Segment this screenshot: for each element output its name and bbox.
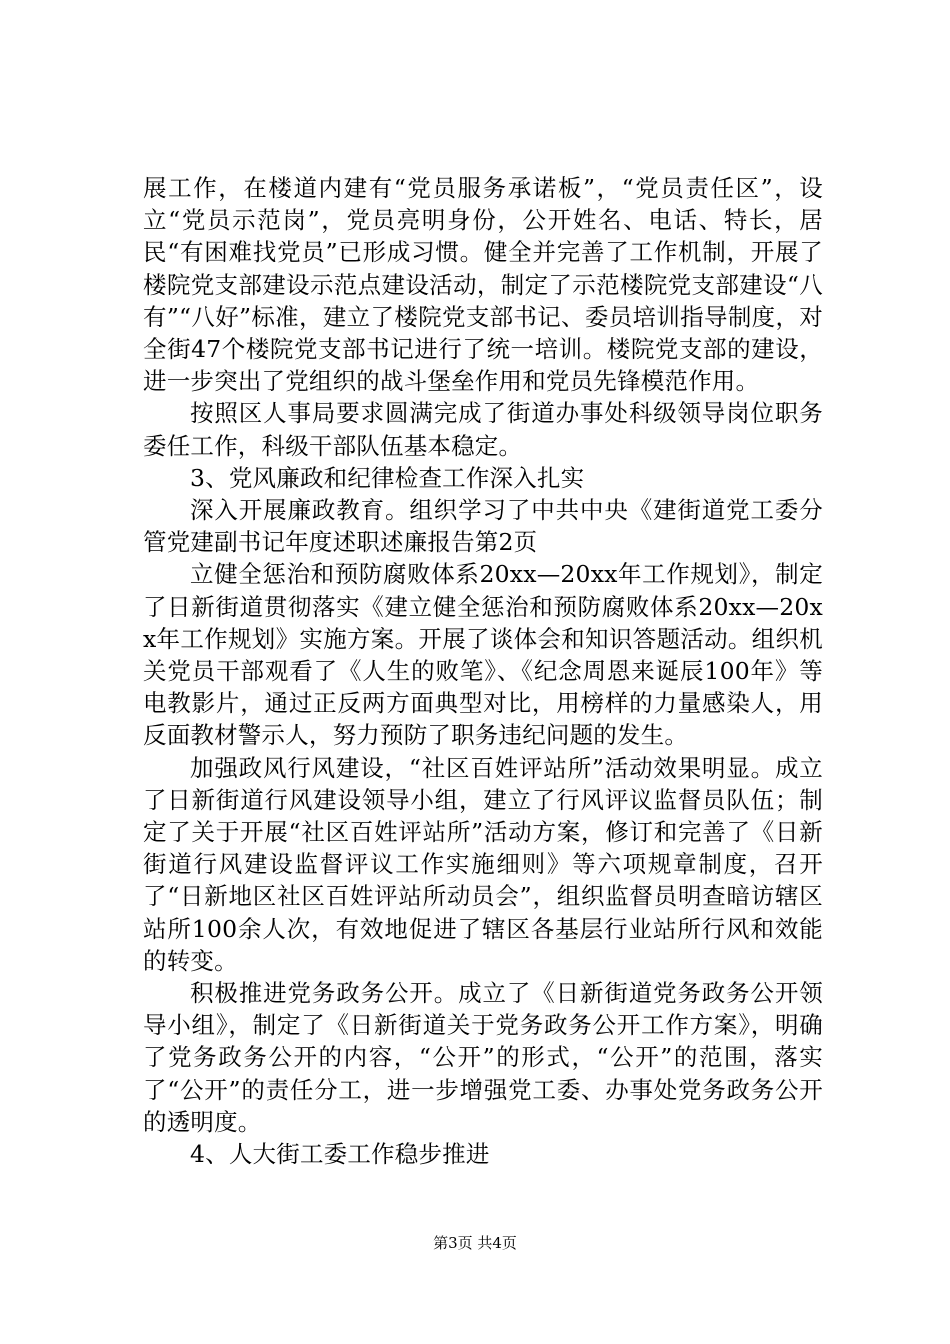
paragraph-1: 展工作，在楼道内建有“党员服务承诺板”，“党员责任区”，设立“党员示范岗”，党员亮明身份，公开姓名、电话、特长，居民“有困难找党员”已形成习惯。健全并完善了工作机制，开展了楼院党支部建设示范点建设活动，制定了示范楼院党支部建设“八有”“八好”标准，建立了楼院党支部书记、委员培训指导制度，对全街47个楼院党支部书记进行了统一培训。楼院党支部的建设，进一步突出了党组织的战斗堡垒作用和党员先锋模范作用。 [143,174,823,396]
paragraph-5: 立健全惩治和预防腐败体系20xx—20xx年工作规划》，制定了日新街道贯彻落实《建立健全惩治和预防腐败体系20xx—20xx年工作规划》实施方案。开展了谈体会和知识答题活动。组织机关党员干部观看了《人生的败笔》、《纪念周恩来诞辰100年》等电教影片，通过正反两方面典型对比，用榜样的力量感染人，用反面教材警示人，努力预防了职务违纪问题的发生。 [143,560,823,750]
paragraph-4: 深入开展廉政教育。组织学习了中共中央《建街道党工委分管党建副书记年度述职述廉报告第2页 [143,496,823,557]
paragraph-6: 加强政风行风建设，“社区百姓评站所”活动效果明显。成立了日新街道行风建设领导小组，建立了行风评议监督员队伍；制定了关于开展“社区百姓评站所”活动方案，修订和完善了《日新街道行风建设监督评议工作实施细则》等六项规章制度，召开了“日新地区社区百姓评站所动员会”，组织监督员明查暗访辖区站所100余人次，有效地促进了辖区各基层行业站所行风和效能的转变。 [143,753,823,975]
section-heading-4: 4、人大街工委工作稳步推进 [190,1140,490,1169]
section-heading-3: 3、党风廉政和纪律检查工作深入扎实 [190,463,585,492]
page-footer: 第3页 共4页 [433,1234,517,1252]
paragraph-2: 按照区人事局要求圆满完成了街道办事处科级领导岗位职务委任工作，科级干部队伍基本稳定。 [143,399,823,460]
paragraph-7: 积极推进党务政务公开。成立了《日新街道党务政务公开领导小组》，制定了《日新街道关于党务政务公开工作方案》，明确了党务政务公开的内容，“公开”的形式，“公开”的范围，落实了“公开”的责任分工，进一步增强党工委、办事处党务政务公开的透明度。 [143,979,823,1136]
document-body [143,172,823,1170]
